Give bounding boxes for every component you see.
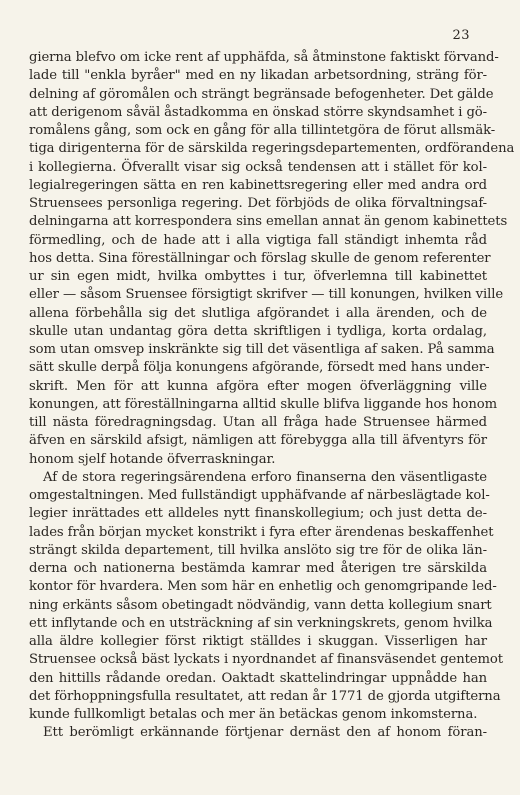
text-line: eller — såsom Sruensee försigtigt skrifver — till konungen, hvilken ville bbox=[29, 287, 504, 303]
text-line: förmedling, och de hade att i alla vigtiga fall ständigt inhemta råd bbox=[29, 232, 487, 248]
page-number: 23 bbox=[452, 28, 470, 43]
text-line: hos detta. Sina föreställningar och förslag skulle de genom referenter bbox=[29, 250, 491, 266]
text-line: skulle utan undantag göra detta skriftligen i tydliga, korta ordalag, bbox=[29, 323, 487, 339]
text-line: derna och nationerna bestämda kamrar med återigen tre särskilda bbox=[29, 561, 487, 576]
text-line: allena förbehålla sig det slutliga afgörandet i alla ärenden, och de bbox=[29, 305, 487, 321]
text-line: Struensees personliga regering. Det förbjöds de olika förvaltningsaf- bbox=[29, 196, 487, 211]
text-line: som utan omsvep inskränkte sig till det väsentliga af saken. På samma bbox=[29, 342, 495, 357]
text-line: alla äldre kollegier först riktigt ställdes i skuggan. Visserligen har bbox=[29, 634, 487, 649]
text-line: det förhoppningsfulla resultatet, att redan år 1771 de gjorda utgifterna bbox=[29, 688, 501, 704]
text-line: i kollegierna. Öfverallt visar sig också tendensen att i stället för kol- bbox=[29, 159, 487, 175]
text-line: omgestaltningen. Med fullständigt upphäfvande af närbeslägtade kol- bbox=[29, 488, 490, 503]
text-line: ett inflytande och en utsträckning af sin verkningskrets, genom hvilka bbox=[29, 615, 493, 631]
text-line: kontor för hvardera. Men som här en enhetlig och genomgripande led- bbox=[29, 579, 497, 595]
text-line: äfven en särskild afsigt, nämligen att förebygga alla till äfventyrs för bbox=[29, 433, 487, 449]
text-line: romålens gång, som ock en gång för alla tillintetgöra de förut allsmäk- bbox=[29, 123, 496, 138]
text-line: tiga dirigenterna för de särskilda regeringsdepartementen, ordförandena bbox=[29, 141, 515, 157]
text-line: sätt skulle derpå följa konungens afgörande, försedt med hans under- bbox=[29, 360, 490, 376]
text-line: gierna blefvo om icke rent af upphäfda, så åtminstone faktiskt förvand- bbox=[29, 50, 499, 65]
body-text bbox=[29, 49, 515, 743]
text-line: lade till "enkla byråer" med en ny likadan arbetsordning, sträng för- bbox=[29, 68, 487, 84]
text-line: Af de stora regeringsärendena erforo finanserna den väsentligaste bbox=[43, 469, 487, 485]
text-line: Struensee också bäst lyckats i nyordnandet af finansväsendet gentemot bbox=[29, 652, 503, 668]
text-line: honom sjelf hotande öfverraskningar. bbox=[29, 451, 276, 467]
text-line: Ett berömligt erkännande förtjenar dernäst den af honom föran- bbox=[43, 725, 487, 741]
text-line: delningarna att korrespondera sins emellan annat än genom kabinettets bbox=[29, 214, 508, 230]
text-line: att derigenom såväl åstadkomma en önskad större skyndsamhet i gö- bbox=[29, 104, 487, 120]
text-line: den hittills rådande oredan. Oaktadt skattelindringar uppnådde han bbox=[29, 670, 487, 686]
text-line: strängt skilda departement, till hvilka anslöto sig tre för de olika län- bbox=[29, 542, 487, 558]
text-line: delning af göromålen och strängt begränsade befogenheter. Det gälde bbox=[29, 86, 494, 102]
text-line: legialregeringen sätta en ren kabinettsregering eller med andra ord bbox=[29, 177, 487, 193]
text-line: konungen, att föreställningarna alltid skulle blifva liggande hos honom bbox=[29, 396, 498, 412]
text-line: ur sin egen midt, hvilka ombyttes i tur, öfverlemna till kabinettet bbox=[29, 269, 487, 284]
text-line: legier inrättades ett alldeles nytt finanskollegium; och just detta de- bbox=[29, 506, 487, 522]
text-line: kunde fullkomligt betalas och mer än betäckas genom inkomsterna. bbox=[29, 707, 478, 722]
text-line: skrift. Men för att kunna afgöra efter mogen öfverläggning ville bbox=[29, 378, 487, 394]
text-line: ning erkänts såsom obetingadt nödvändig, vann detta kollegium snart bbox=[29, 597, 492, 613]
text-line: till nästa föredragningsdag. Utan all fråga hade Struensee härmed bbox=[29, 415, 487, 430]
text-line: lades från början mycket konstrikt i fyra efter ärendenas beskaffenhet bbox=[29, 524, 494, 540]
